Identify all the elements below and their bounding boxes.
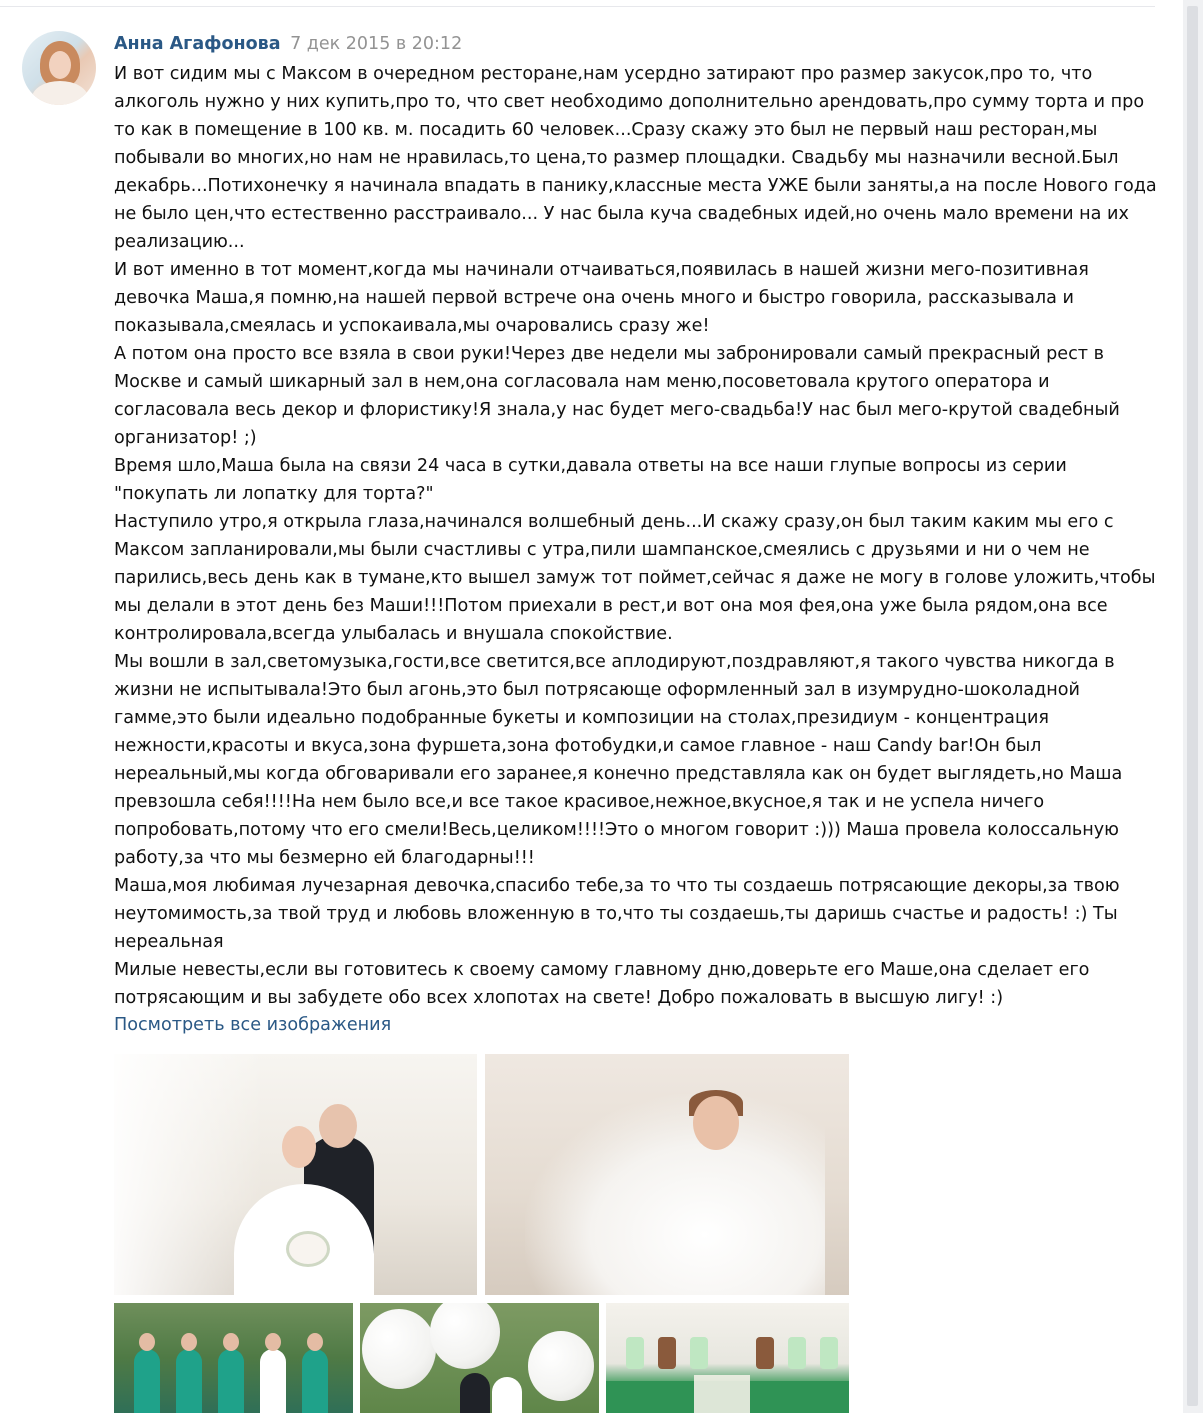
author-avatar[interactable] (22, 31, 96, 105)
photo-bride-head (265, 1333, 281, 1351)
photo-groom-head (319, 1104, 357, 1148)
post-header (114, 33, 462, 55)
photo-candy-jar (788, 1337, 806, 1369)
photo-bride-face (693, 1096, 739, 1150)
post-paragraph-4: Время шло,Маша была на связи 24 часа в сутки,давала ответы на все наши глупые вопросы из серии "покупать ли лопатку для торта?" (114, 456, 1067, 504)
photo-bridesmaid-head (223, 1333, 239, 1351)
post-text (114, 60, 1159, 1012)
photo-balloon (430, 1303, 500, 1369)
photo-bouquet (289, 1234, 327, 1264)
scrollbar-thumb[interactable] (1187, 6, 1198, 1406)
photo-lace-runner (694, 1375, 750, 1413)
see-all-images-link[interactable]: Посмотреть все изображения (114, 1015, 392, 1035)
photo-bride-veil[interactable] (485, 1054, 849, 1295)
photo-balloon (528, 1331, 594, 1401)
photo-balloon (362, 1309, 436, 1389)
photo-bride-head (282, 1126, 316, 1168)
post-paragraph-6: Мы вошли в зал,светомузыка,гости,все светится,все аплодируют,поздравляют,я такого чувства никогда в жизни не испытывала!Это был агонь,это был потрясающе оформленный зал в изумрудно-шоколадной гамме,это были идеально подобранные букеты и композиции на столах,президиум - концентрация нежности,красоты и вкуса,зона фуршета,зона фотобудки,и самое главное - наш Candy bar!Он был нереальный,мы когда обговаривали его заранее,я конечно представляла как он будет выглядеть,но Маша превзошла себя!!!!На нем было все,и все такое красивое,нежное,вкусное,я так и не успела ничего попробовать,потому что его смели!Весь,целиком!!!!Это о многом говорит :))) Маша провела колоссальную работу,за что мы безмерно ей благодарны!!! (114, 652, 1123, 868)
photo-veil (525, 1094, 825, 1295)
author-name-link[interactable]: Анна Агафонова (114, 34, 281, 54)
photo-candy-jar (690, 1337, 708, 1369)
post-paragraph-8: Милые невесты,если вы готовитесь к своему самому главному дню,доверьте его Маше,она сделает его потрясающим и вы забудете обо всех хлопотах на свете! Добро пожаловать в высшую лигу! :) (114, 960, 1090, 1008)
photo-bride (260, 1349, 286, 1413)
avatar-face (49, 51, 71, 79)
photo-bridesmaids[interactable] (114, 1303, 353, 1413)
photo-bridesmaid (218, 1349, 244, 1413)
photo-candy-jar (658, 1337, 676, 1369)
post-paragraph-2: И вот именно в тот момент,когда мы начинали отчаиваться,появилась в нашей жизни мего-позитивная девочка Маша,я помню,на нашей первой встрече она очень много и быстро говорила, рассказывала и показывала,смеялась и успокаивала,мы очаровались сразу же! (114, 260, 1089, 336)
photo-candy-bar[interactable] (606, 1303, 849, 1413)
photo-bridesmaid-head (307, 1333, 323, 1351)
photo-bridesmaid-head (139, 1333, 155, 1351)
post-paragraph-3: А потом она просто все взяла в свои руки!Через две недели мы забронировали самый прекрасный рест в Москве и самый шикарный зал в нем,она согласовала нам меню,посоветовала крутого оператора и согласовала весь декор и флористику!Я знала,у нас будет мего-свадьба!У нас был мего-крутой свадебный организатор! ;) (114, 344, 1120, 448)
photo-bridesmaid (134, 1349, 160, 1413)
photo-candy-jar (626, 1337, 644, 1369)
post-date-link[interactable]: 7 дек 2015 в 20:12 (290, 34, 463, 54)
post-paragraph-7: Маша,моя любимая лучезарная девочка,спасибо тебе,за то что ты создаешь потрясающие декоры,за твою неутомимость,за твой труд и любовь вложенную в то,что ты создаешь,ты даришь счастье и радость! :) Ты нереальная (114, 876, 1120, 952)
top-divider (0, 6, 1155, 7)
photo-couple-portrait[interactable] (114, 1054, 477, 1295)
photo-bridesmaid (176, 1349, 202, 1413)
post-paragraph-5: Наступило утро,я открыла глаза,начинался волшебный день...И скажу сразу,он был таким каким мы его с Максом запланировали,мы были счастливы с утра,пили шампанское,смеялись с друзьями и ни о чем не парились,весь день как в тумане,кто вышел замуж тот поймет,сейчас я даже не могу в голове уложить,чтобы мы делали в этот день без Маши!!!Потом приехали в рест,и вот она моя фея,она уже была рядом,она все контролировала,всегда улыбалась и внушала спокойствие. (114, 512, 1156, 644)
photo-balloons[interactable] (360, 1303, 599, 1413)
photo-candy-jar (756, 1337, 774, 1369)
photo-groom (460, 1373, 490, 1413)
photo-candy-jar (820, 1337, 838, 1369)
avatar-shoulder (32, 81, 88, 105)
photo-bridesmaid-head (181, 1333, 197, 1351)
photo-bridesmaid (302, 1349, 328, 1413)
photo-bride (492, 1377, 522, 1413)
post-paragraph-1: И вот сидим мы с Максом в очередном ресторане,нам усердно затирают про размер закусок,про то, что алкоголь нужно у них купить,про то, что свет необходимо дополнительно арендовать,про сумму торта и про то как в помещение в 100 кв. м. посадить 60 человек...Сразу скажу это был не первый наш ресторан,мы побывали во многих,но нам не нравилась,то цена,то размер площадки. Свадьбу мы назначили весной.Был декабрь...Потихонечку я начинала впадать в панику,классные места УЖЕ были заняты,а на после Нового года не было цен,что естественно расстраивало... У нас была куча свадебных идей,но очень мало времени на их реализацию... (114, 64, 1157, 252)
